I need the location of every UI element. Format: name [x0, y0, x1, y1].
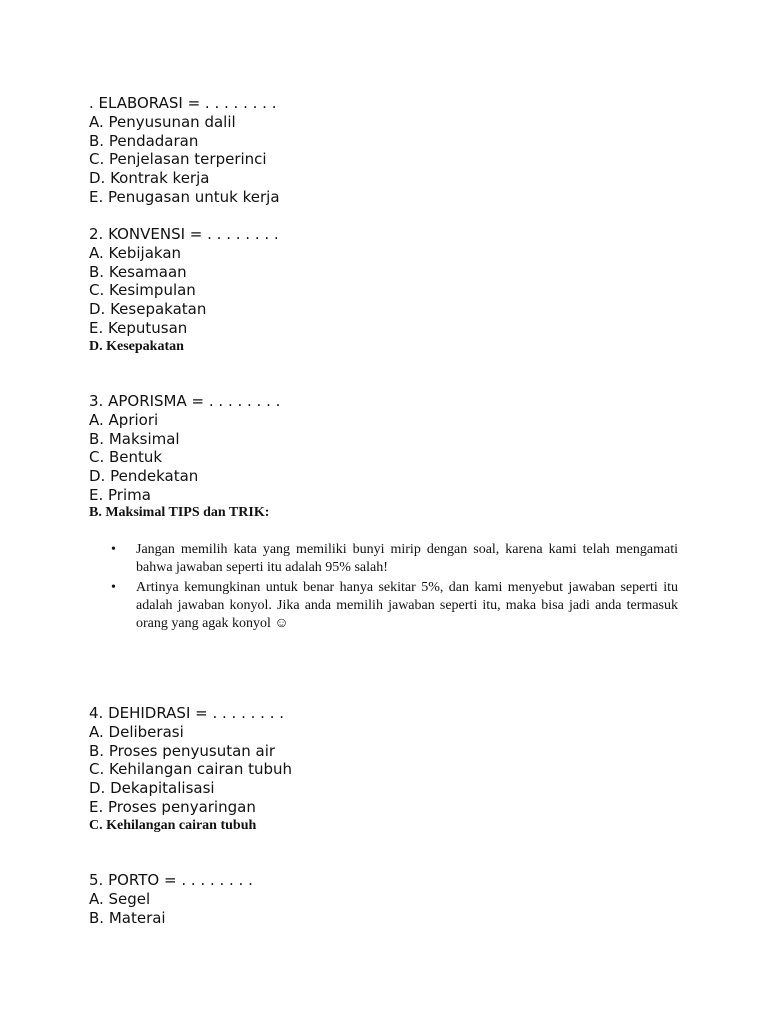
option-a: A. Penyusunan dalil	[89, 112, 236, 131]
question-3	[89, 392, 689, 505]
option-e: E. Prima	[89, 485, 151, 504]
question-heading: 3. APORISMA = . . . . . . . .	[89, 392, 281, 410]
tips-title: B. Maksimal TIPS dan TRIK:	[89, 505, 270, 520]
option-a: A. Apriori	[89, 410, 159, 429]
option-c: C. Bentuk	[89, 448, 163, 467]
option-a: A. Kebijakan	[89, 243, 182, 262]
option-b: B. Proses penyusutan air	[89, 741, 276, 760]
option-d: D. Kesepakatan	[89, 300, 207, 319]
option-e: E. Keputusan	[89, 318, 188, 337]
tip-text: Artinya kemungkinan untuk benar hanya sekitar 5%, dan kami menyebut jawaban seperti itu adalah jawaban konyol. Jika anda memilih jawaban seperti itu, maka bisa jadi anda termasuk orang yang agak konyol ☺	[136, 580, 678, 631]
tip-text: Jangan memilih kata yang memiliki bunyi mirip dengan soal, karena kami telah mengamati bahwa jawaban seperti itu adalah 95% salah!	[136, 542, 678, 575]
list-item	[111, 579, 678, 633]
option-b: B. Pendadaran	[89, 131, 199, 150]
option-b: B. Maksimal	[89, 429, 180, 448]
bullet-icon: •	[111, 542, 116, 557]
option-c: C. Kehilangan cairan tubuh	[89, 760, 293, 779]
option-b: B. Kesamaan	[89, 262, 187, 281]
option-e: E. Proses penyaringan	[89, 797, 256, 816]
option-d: D. Kontrak kerja	[89, 169, 210, 188]
question-heading: . ELABORASI = . . . . . . . .	[89, 94, 277, 112]
question-heading: 2. KONVENSI = . . . . . . . .	[89, 225, 279, 243]
tips-list	[111, 541, 678, 635]
option-b: B. Materai	[89, 908, 166, 927]
option-a: A. Segel	[89, 889, 151, 908]
option-d: D. Dekapitalisasi	[89, 779, 215, 798]
option-c: C. Kesimpulan	[89, 281, 196, 300]
answer-key: D. Kesepakatan	[89, 338, 184, 354]
option-c: C. Penjelasan terperinci	[89, 150, 267, 169]
bullet-icon: •	[111, 580, 116, 595]
option-a: A. Deliberasi	[89, 722, 184, 741]
option-d: D. Pendekatan	[89, 467, 199, 486]
question-4	[89, 704, 689, 835]
question-heading: 5. PORTO = . . . . . . . .	[89, 871, 253, 889]
question-1	[89, 94, 689, 207]
list-item	[111, 541, 678, 577]
option-e: E. Penugasan untuk kerja	[89, 187, 280, 206]
question-5	[89, 871, 689, 927]
question-2	[89, 225, 689, 356]
answer-key: C. Kehilangan cairan tubuh	[89, 817, 257, 833]
question-heading: 4. DEHIDRASI = . . . . . . . .	[89, 704, 285, 722]
